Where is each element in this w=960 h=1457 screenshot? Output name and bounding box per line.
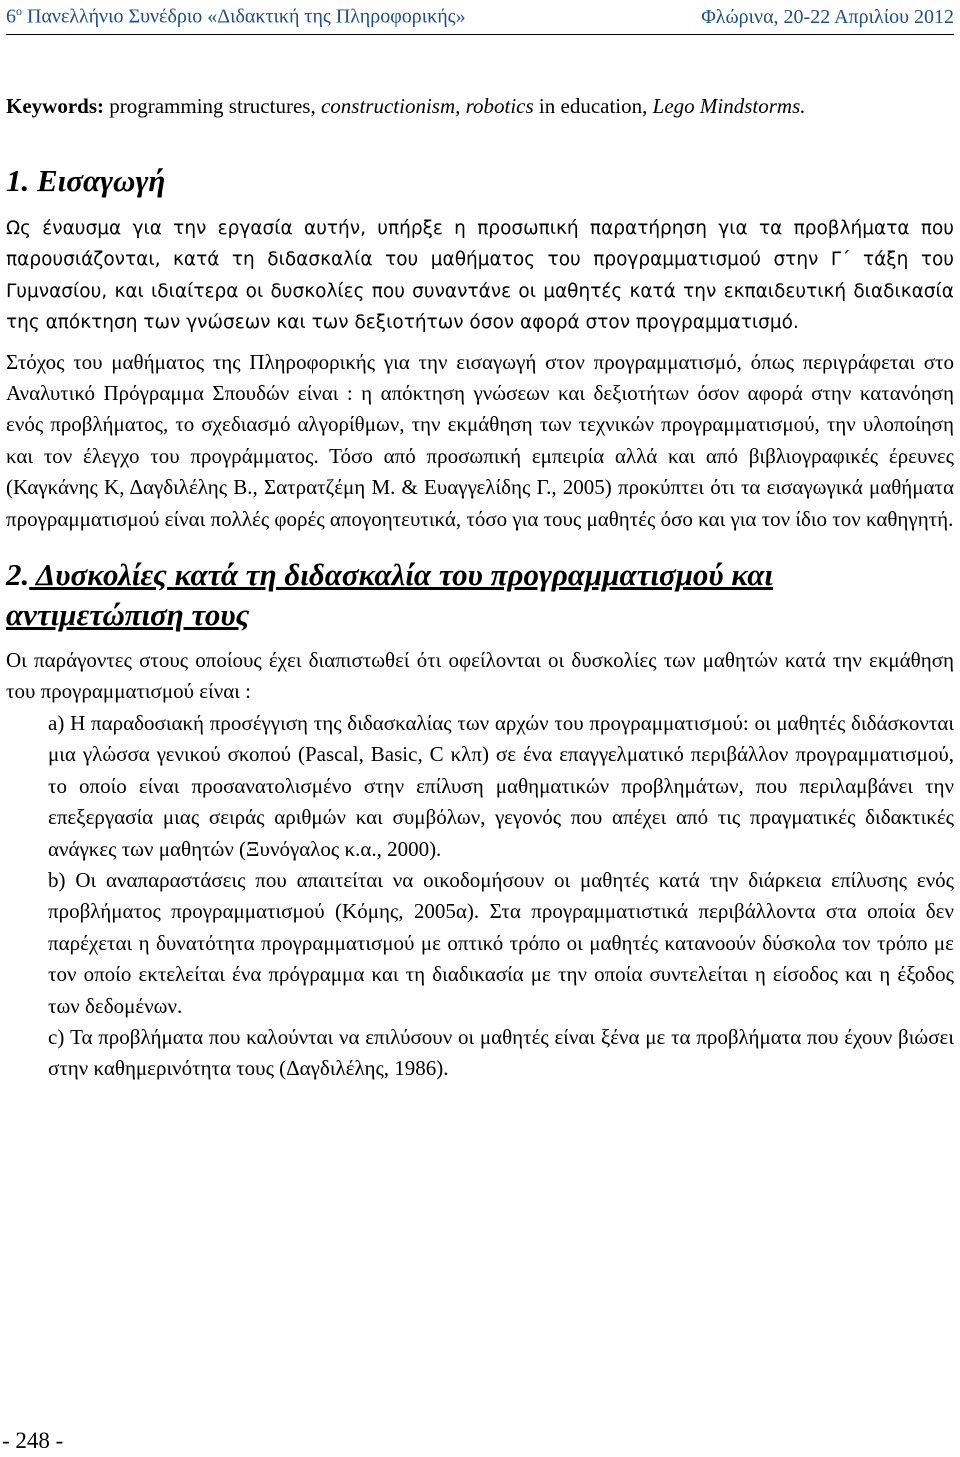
- keywords-label: Keywords:: [6, 94, 104, 118]
- paragraph-motivation: Ως έναυσμα για την εργασία αυτήν, υπήρξε η προσωπική παρατήρηση για τα προβλήματα που παρουσιάζονται, κατά τη διδασκαλία του μαθήματος του προγραμματισμού στην Γ΄ τάξη του Γυμνασίου, και ιδιαίτερα οι δυσκολίες που συναντάνε οι μαθητές κατά την εκπαιδευτική διαδικασία της απόκτηση των γνώσεων και των δεξιοτήτων όσον αφορά στον προγραμματισμό.: [6, 218, 954, 334]
- keywords: Keywords: programming structures, constructionism, robotics in education, Lego Mindstorms.: [6, 94, 806, 118]
- conference-location-date: Φλώρινα, 20-22 Απριλίου 2012: [701, 5, 954, 28]
- list-item: b) Οι αναπαραστάσεις που απαιτείται να οικοδομήσουν οι μαθητές κατά την διάρκεια επίλυσης ενός προβλήματος προγραμματισμού (Κόμης, 2005α). Στα προγραμματιστικά περιβάλλοντα στα οποία δεν παρέχεται η δυνατότητα προγραμματισμού με οπτικό τρόπο οι μαθητές κατανοούν δύσκολα τον τρόπο με τον οποίο εκτελείται ένα πρόγραμμα και τη διαδικασία με την οποία συντελείται η είσοδος και η έξοδος των δεδομένων.: [48, 867, 954, 1018]
- running-header: [6, 0, 954, 35]
- paragraph-objective: Στόχος του μαθήματος της Πληροφορικής για την εισαγωγή στον προγραμματισμό, όπως περιγράφεται στο Αναλυτικό Πρόγραμμα Σπουδών είναι : η απόκτηση γνώσεων και δεξιοτήτων όσον αφορά στην κατανόηση ενός προβλήματος, το σχεδιασμό αλγορίθμων, την εκμάθηση των τεχνικών προγραμματισμού, την υλοποίηση και τον έλεγχο του προγράμματος. Τόσο από προσωπική εμπειρία αλλά και από βιβλιογραφικές έρευνες (Καγκάνης Κ, Δαγδιλέλης Β., Σατρατζέμη Μ. & Ευαγγελίδης Γ., 2005) προκύπτει ότι τα εισαγωγικά μαθήματα προγραμματισμού είναι πολλές φορές απογοητευτικά, τόσο για τους μαθητές όσο και για τον ίδιο τον καθηγητή.: [6, 349, 954, 531]
- conference-name: $6^o$ Πανελλήνιο Συνέδριο «Διδακτική της Πληροφορικής»: [6, 4, 466, 28]
- section-heading-difficulties: 2. Δυσκολίες κατά τη διδασκαλία του προγραμματισμού και αντιμετώπιση τους: [6, 557, 773, 633]
- list-item: c) Τα προβλήματα που καλούνται να επιλύσουν οι μαθητές είναι ξένα με τα προβλήματα που έχουν βιώσει στην καθημερινότητα τους (Δαγδιλέλης, 1986).: [48, 1024, 954, 1081]
- factor-list: [48, 708, 954, 1085]
- section-heading-introduction: 1. Εισαγωγή: [6, 163, 166, 198]
- page-number: - 248 -: [2, 1428, 64, 1453]
- paragraph-factors-intro: Οι παράγοντες στους οποίους έχει διαπιστωθεί ότι οφείλονται οι δυσκολίες των μαθητών κατά την εκμάθηση του προγραμματισμού είναι :: [6, 648, 954, 704]
- list-item: a) Η παραδοσιακή προσέγγιση της διδασκαλίας των αρχών του προγραμματισμού: οι μαθητές διδάσκονται μια γλώσσα γενικού σκοπού (Pascal, Basic, C κλπ) σε ένα επαγγελματικό περιβάλλον προγραμματισμού, το οποίο είναι προσανατολισμένο στην επίλυση μαθηματικών προβλημάτων, που περιλαμβάνει την επεξεργασία μιας σειράς αριθμών και συμβόλων, γεγονός που απέχει από τις πραγματικές διδακτικές ανάγκες των μαθητών (Ξυνόγαλος κ.α., 2000).: [48, 710, 954, 861]
